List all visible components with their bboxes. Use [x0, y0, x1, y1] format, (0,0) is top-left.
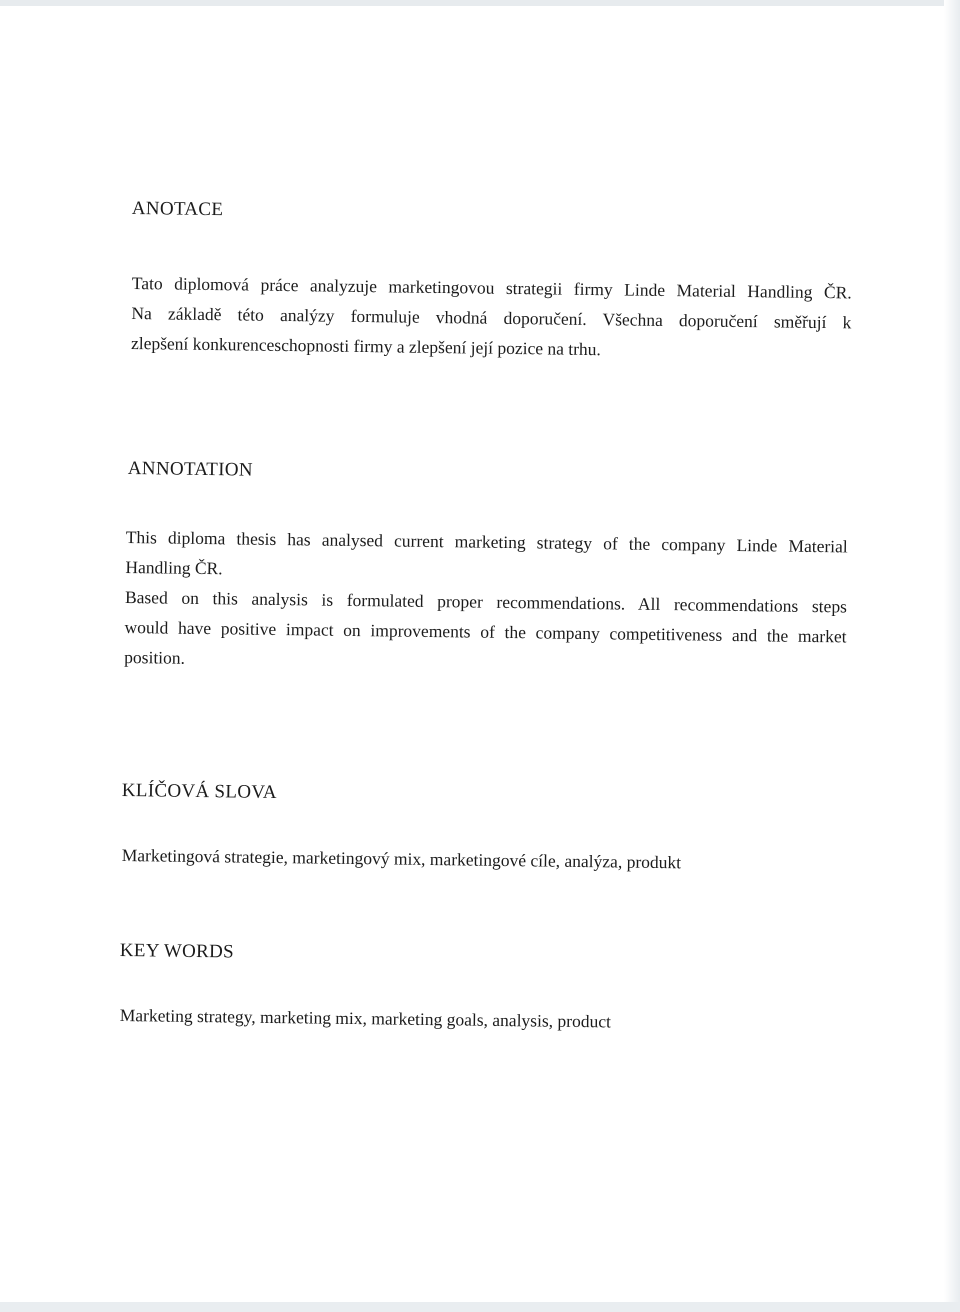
annotation-body [124, 522, 848, 681]
annotation-line: Handling ČR. [125, 556, 223, 579]
section-klicova-slova [122, 780, 852, 812]
anotace-line: Tato diplomová práce analyzuje marketingovou strategii firmy Linde Material Handling ČR. [131, 272, 852, 303]
anotace-line: Na základě této analýzy formuluje vhodná doporučení. Všechna doporučení směřují k [131, 302, 852, 333]
annotation-line: position. [124, 646, 186, 668]
annotation-line: would have positive impact on improvements of the company competitiveness and the market [124, 616, 847, 647]
heading-key-words: KEY WORDS [119, 940, 235, 963]
annotation-line: Based on this analysis is formulated proper recommendations. All recommendations steps [124, 586, 848, 617]
scan-edge-top [0, 0, 960, 6]
anotace-paragraph [131, 268, 852, 367]
key-words-text: Marketing strategy, marketing mix, marketing goals, analysis, product [119, 1004, 612, 1032]
heading-klicova-slova: KLÍČOVÁ SLOVA [121, 780, 278, 804]
scan-edge-right [944, 0, 960, 1312]
heading-annotation: ANNOTATION [127, 458, 253, 481]
section-annotation [128, 458, 858, 490]
section-key-words [120, 940, 850, 972]
heading-anotace: ANOTACE [131, 198, 224, 221]
key-words-body [120, 1000, 850, 1040]
anotace-line: zlepšení konkurenceschopnosti firmy a zlepšení její pozice na trhu. [130, 332, 602, 360]
section-anotace [132, 198, 862, 230]
klicova-slova-text: Marketingová strategie, marketingový mix, marketingové cíle, analýza, produkt [121, 844, 682, 873]
annotation-line: This diploma thesis has analysed current marketing strategy of the company Linde Material [125, 526, 848, 557]
anotace-body [131, 268, 852, 367]
klicova-slova-body [122, 840, 852, 880]
annotation-paragraph [124, 522, 848, 681]
scan-edge-bottom [0, 1302, 960, 1312]
